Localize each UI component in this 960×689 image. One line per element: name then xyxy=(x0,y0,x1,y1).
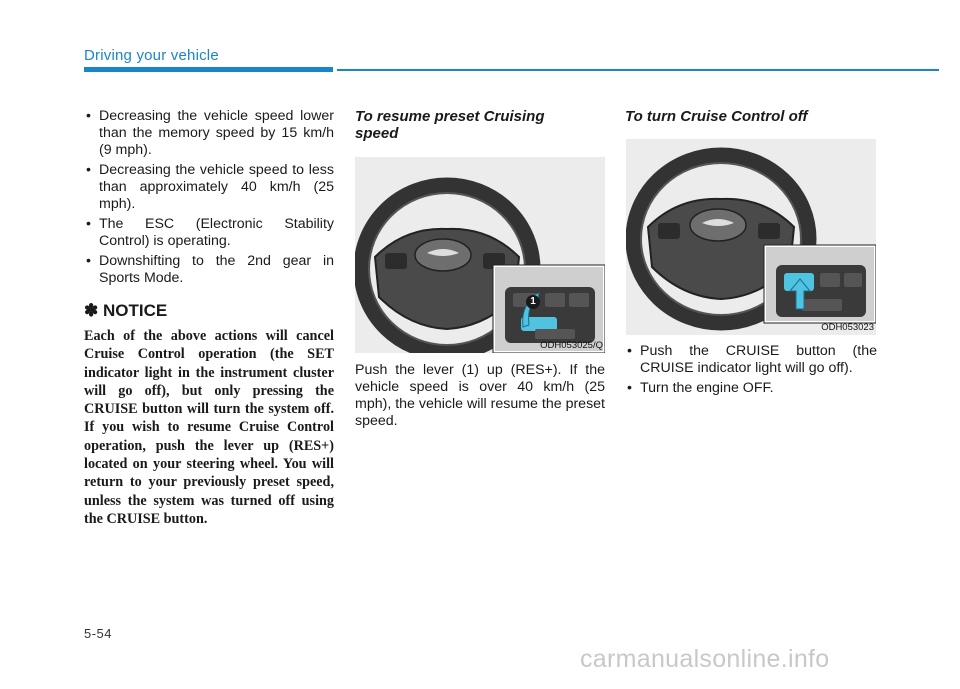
list-item: • Decreasing the vehicle speed lower than the memory speed by 15 km/h (9 mph). xyxy=(84,108,334,159)
cruise-off-heading: To turn Cruise Control off xyxy=(625,108,808,125)
figure-code: ODH053023 xyxy=(821,322,874,333)
list-item: • Push the CRUISE button (the CRUISE indicator light will go off). xyxy=(625,343,877,377)
number-callout-icon: 1 xyxy=(526,295,540,309)
watermark: carmanualsonline.info xyxy=(580,645,830,673)
header-rule-thick xyxy=(84,67,333,72)
resume-speed-text: Push the lever (1) up (RES+). If the vehicle speed is over 40 km/h (25 mph), the vehicle will resume the preset speed. xyxy=(355,362,605,429)
page-number: 5-54 xyxy=(84,626,113,641)
steering-wheel-illustration xyxy=(355,157,605,353)
notice-body: Each of the above actions will cancel Cruise Control operation (the SET indicator light in the instrument cluster will go off), but only pressing the CRUISE button will turn the system off. If you wish to resume Cruise Control operation, push the lever up (RES+) located on your steering wheel. You will return to your previously preset speed, unless the system was turned off using the CRUISE button. xyxy=(84,328,334,527)
steering-wheel-illustration xyxy=(626,139,876,335)
cruise-off-steps xyxy=(625,343,877,400)
column-middle xyxy=(355,108,605,142)
figure-code: ODH053025/Q xyxy=(540,340,603,351)
column-left xyxy=(84,108,334,528)
list-item: • Downshifting to the 2nd gear in Sports Mode. xyxy=(84,253,334,287)
column-right xyxy=(625,108,875,125)
steering-wheel-figure-resume xyxy=(355,157,605,353)
cancel-conditions-list xyxy=(84,108,334,287)
list-item: • The ESC (Electronic Stability Control) is operating. xyxy=(84,216,334,250)
section-title: Driving your vehicle xyxy=(84,47,219,64)
resume-speed-heading: To resume preset Cruising speed xyxy=(355,108,545,142)
list-item: • Decreasing the vehicle speed to less than approximately 40 km/h (25 mph). xyxy=(84,162,334,213)
header-rule-thin xyxy=(337,69,939,71)
notice-title: ✽ NOTICE xyxy=(84,301,168,320)
steering-wheel-figure-off xyxy=(626,139,876,335)
list-item: • Turn the engine OFF. xyxy=(625,380,877,397)
